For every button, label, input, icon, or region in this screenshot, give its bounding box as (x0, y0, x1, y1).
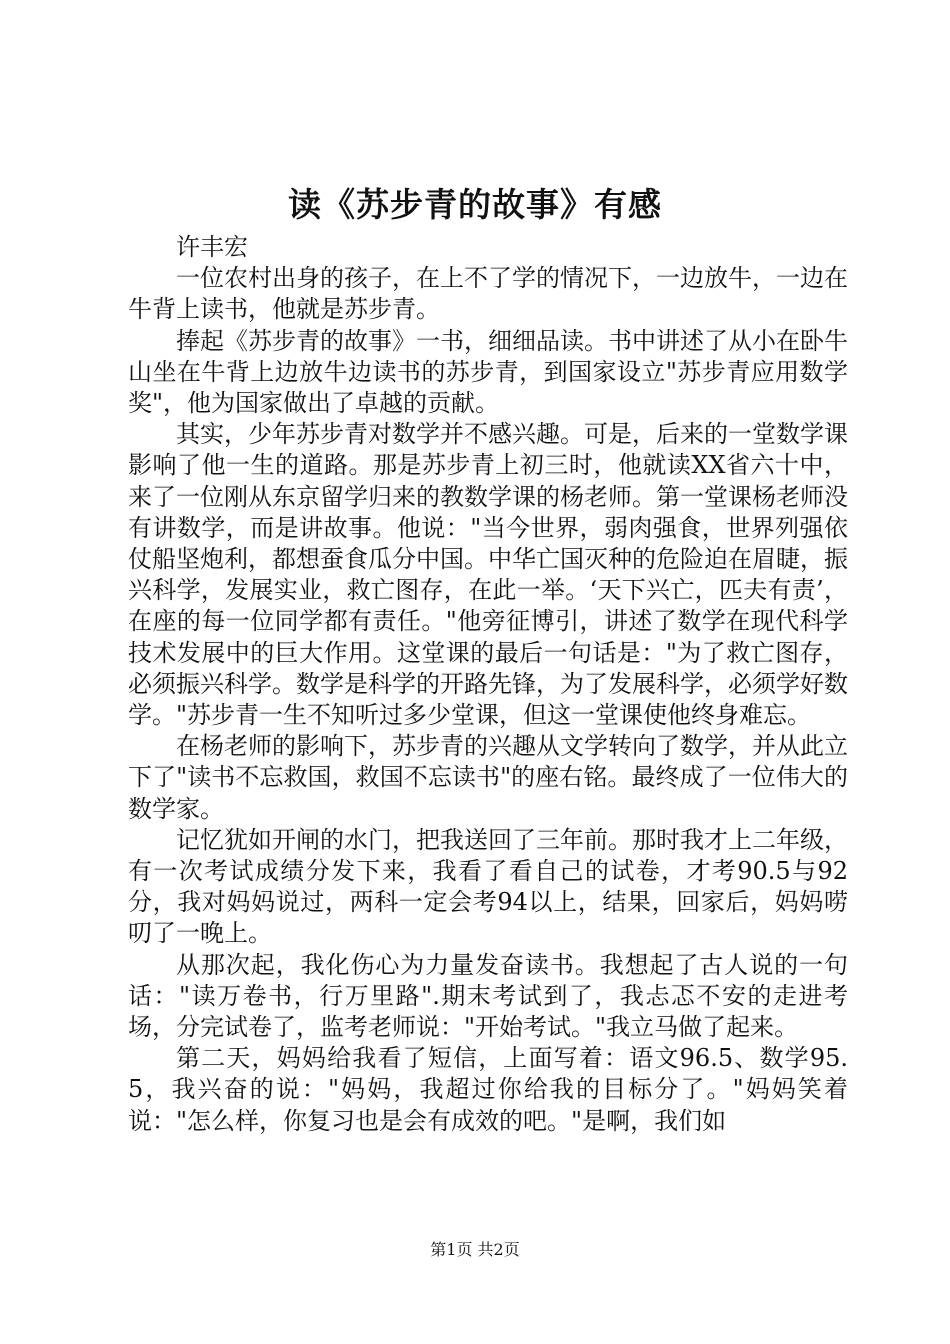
document-title: 读《苏步青的故事》有感 (288, 185, 662, 224)
author-name: 许丰宏 (176, 233, 248, 261)
paragraph-7: 第二天，妈妈给我看了短信，上面写着：语文96.5、数学95.5，我兴奋的说："妈妈，我超过你给我的目标分了。"妈妈笑着说："怎么样，你复习也是会有成效的吧。"是啊，我们如 (128, 1044, 848, 1135)
paragraph-3: 其实，少年苏步青对数学并不感兴趣。可是，后来的一堂数学课影响了他一生的道路。那是苏步青上初三时，他就读XX省六十中，来了一位刚从东京留学归来的教数学课的杨老师。第一堂课杨老师没有讲数学，而是讲故事。他说："当今世界，弱肉强食，世界列强依仗船坚炮利，都想蚕食瓜分中国。中华亡国灭种的危险迫在眉睫，振兴科学，发展实业，救亡图存，在此一举。‘天下兴亡，匹夫有责’，在座的每一位同学都有责任。"他旁征博引，讲述了数学在现代科学技术发展中的巨大作用。这堂课的最后一句话是："为了救亡图存，必须振兴科学。数学是科学的开路先锋，为了发展科学，必须学好数学。"苏步青一生不知听过多少堂课，但这一堂课使他终身难忘。 (128, 420, 848, 730)
document-body (128, 232, 848, 1137)
paragraph-5: 记忆犹如开闸的水门，把我送回了三年前。那时我才上二年级，有一次考试成绩分发下来，我看了看自己的试卷，才考90.5与92分，我对妈妈说过，两科一定会考94以上，结果，回家后，妈妈唠叨了一晚上。 (128, 825, 848, 948)
page-footer: 第1页 共2页 (430, 1240, 520, 1259)
paragraph-4: 在杨老师的影响下，苏步青的兴趣从文学转向了数学，并从此立下了"读书不忘救国，救国不忘读书"的座右铭。最终成了一位伟大的数学家。 (128, 732, 848, 823)
paragraph-2: 捧起《苏步青的故事》一书，细细品读。书中讲述了从小在卧牛山坐在牛背上边放牛边读书的苏步青，到国家设立"苏步青应用数学奖"，他为国家做出了卓越的贡献。 (128, 326, 848, 418)
paragraph-6: 从那次起，我化伤心为力量发奋读书。我想起了古人说的一句话："读万卷书，行万里路".期末考试到了，我忐忑不安的走进考场，分完试卷了，监考老师说："开始考试。"我立马做了起来。 (128, 950, 848, 1042)
paragraph-1: 一位农村出身的孩子，在上不了学的情况下，一边放牛，一边在牛背上读书，他就是苏步青。 (128, 264, 848, 324)
